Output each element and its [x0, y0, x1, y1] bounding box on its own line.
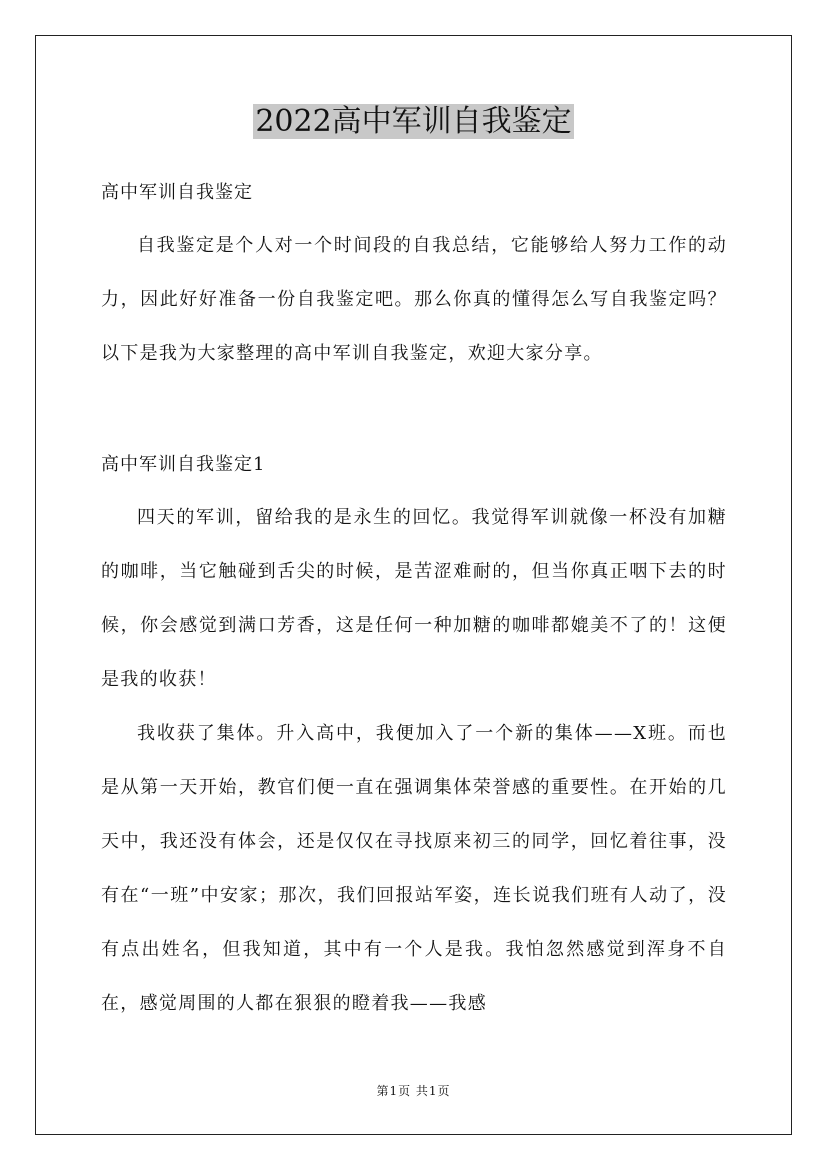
section-heading-1: 高中军训自我鉴定1 [101, 454, 266, 475]
document-title-text: 2022高中军训自我鉴定 [255, 104, 572, 139]
page-footer: 第1页 共1页 [376, 1084, 451, 1098]
body-paragraph-1: 四天的军训，留给我的是永生的回忆。我觉得军训就像一杯没有加糖的咖啡，当它触碰到舌尖的时候，是苦涩难耐的，但当你真正咽下去的时候，你会感觉到满口芳香，这是任何一种加糖的咖啡都媲美不了的！这便是我的收获！ [101, 507, 727, 690]
intro-paragraph: 自我鉴定是个人对一个时间段的自我总结，它能够给人努力工作的动力，因此好好准备一份自我鉴定吧。那么你真的懂得怎么写自我鉴定吗？以下是我为大家整理的高中军训自我鉴定，欢迎大家分享。 [101, 235, 727, 364]
document-title [0, 100, 827, 144]
body-paragraph-2: 我收获了集体。升入高中，我便加入了一个新的集体——X班。而也是从第一天开始，教官们便一直在强调集体荣誉感的重要性。在开始的几天中，我还没有体会，还是仅仅在寻找原来初三的同学，回忆着往事，没有在“一班”中安家；那次，我们回报站军姿，连长说我们班有人动了，没有点出姓名，但我知道，其中有一个人是我。我怕忽然感觉到浑身不自在，感觉周围的人都在狠狠的瞪着我——我感 [101, 723, 727, 1014]
section-heading: 高中军训自我鉴定 [101, 182, 253, 203]
